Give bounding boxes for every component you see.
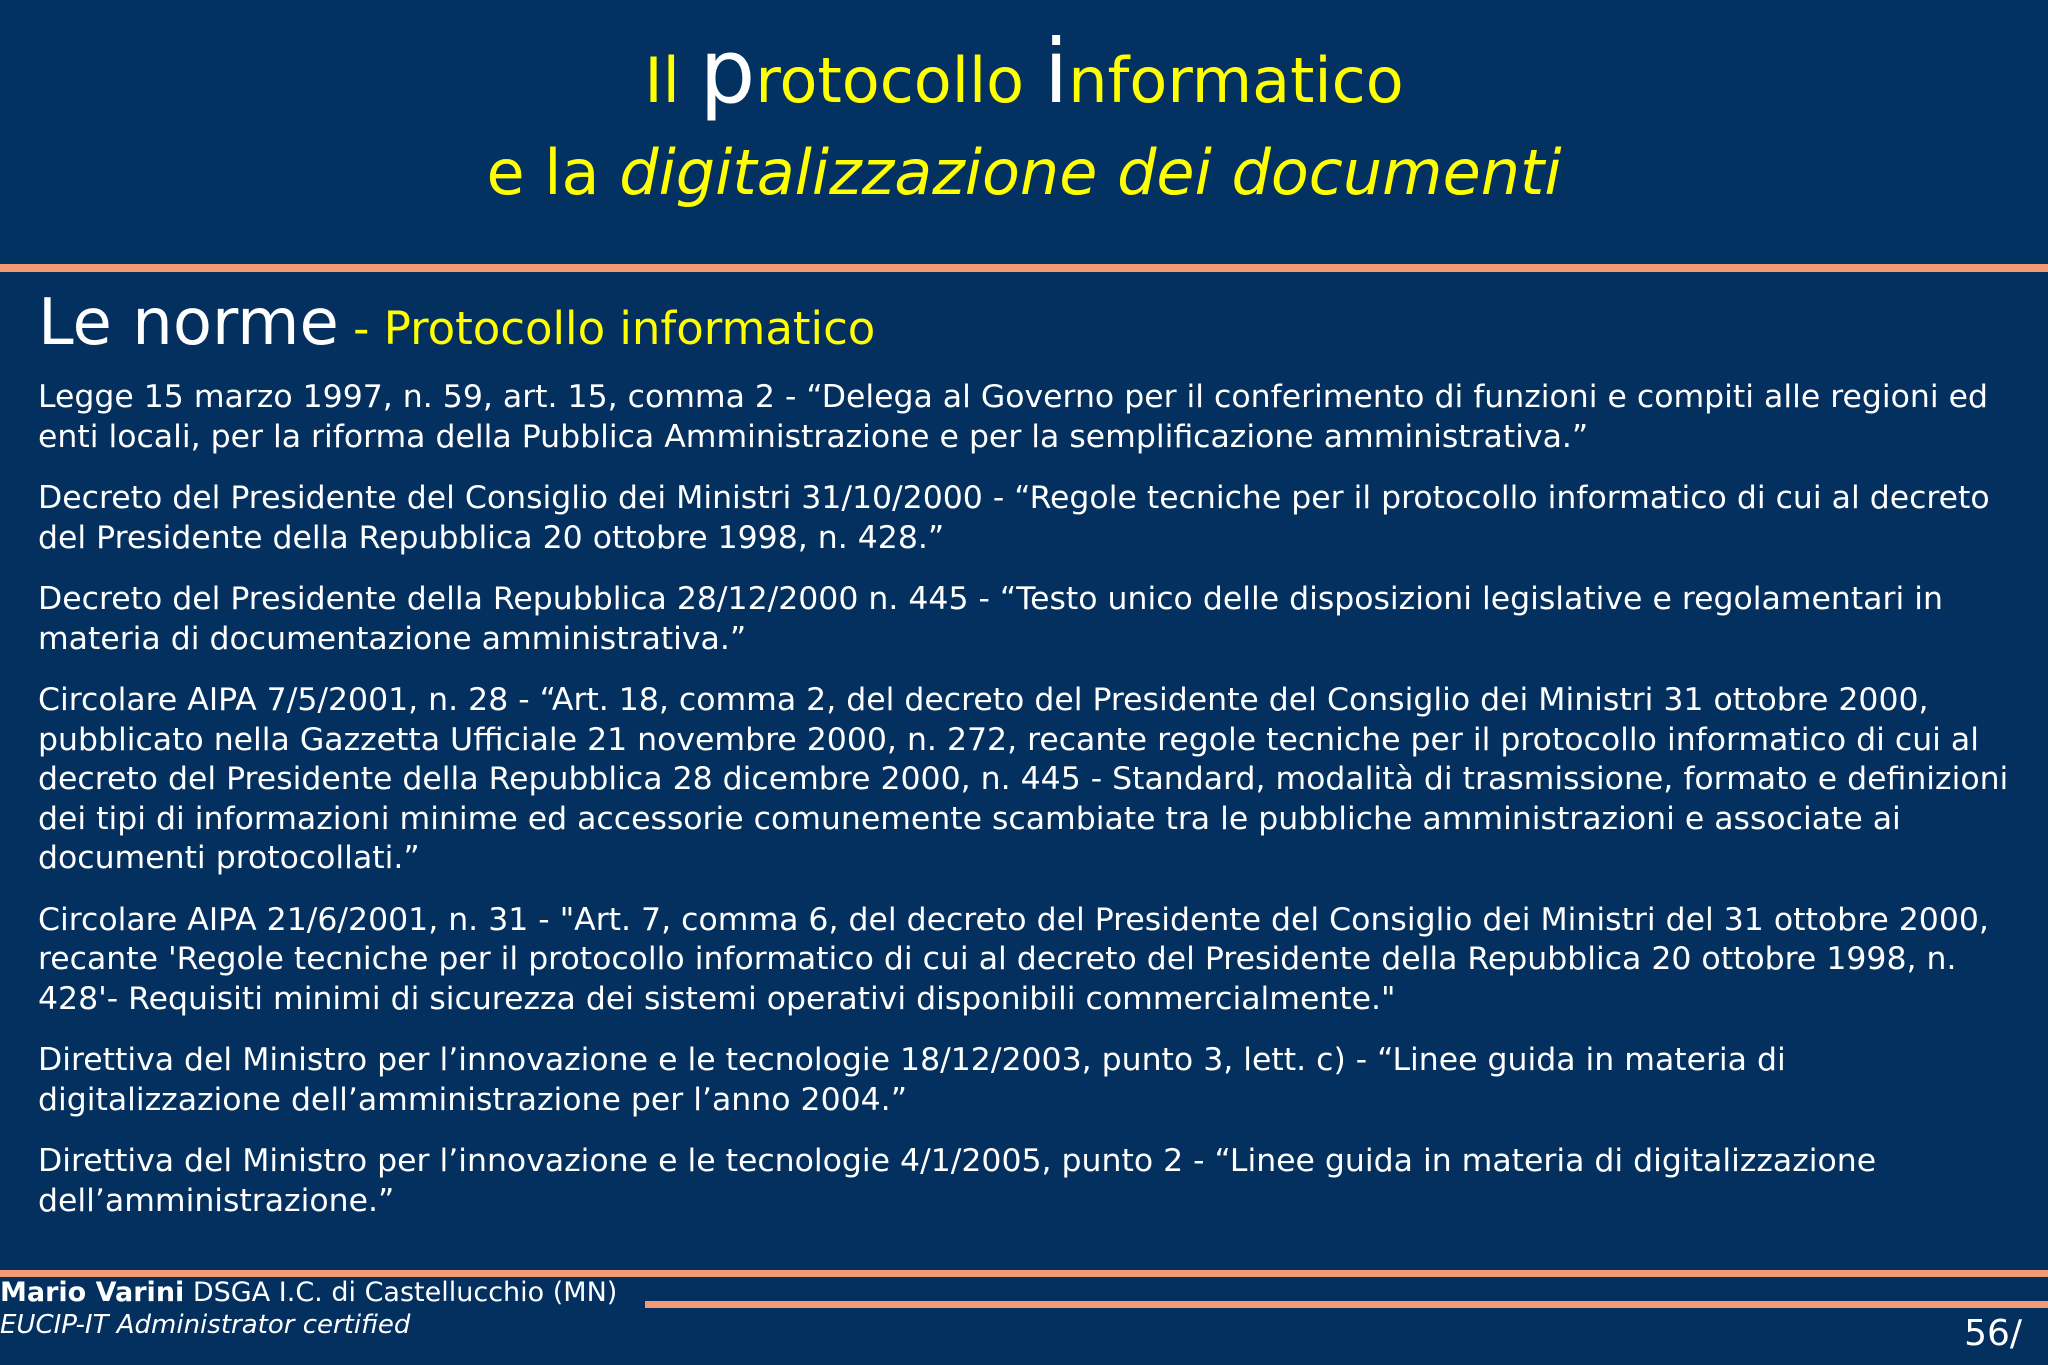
title-text-e-la: e la	[486, 136, 620, 209]
slide-title-line1	[0, 20, 2048, 123]
title-divider	[0, 264, 2048, 272]
norm-item: Direttiva del Ministro per l’innovazione e le tecnologie 4/1/2005, punto 2 - “Linee guida in materia di digitalizzazione dell’amministrazione.”	[38, 1143, 1877, 1219]
section-heading	[38, 286, 875, 360]
title-text-il: Il	[644, 44, 700, 117]
title-text-rotocollo: rotocollo	[755, 44, 1044, 117]
title-text-digitalizzazione: digitalizzazione dei documenti	[619, 136, 1562, 209]
norms-list	[38, 378, 2013, 1243]
norm-item: Circolare AIPA 7/5/2001, n. 28 - “Art. 18, comma 2, del decreto del Presidente del Consiglio dei Ministri 31 ottobre 2000, pubblicato nella Gazzetta Ufficiale 21 novembre 2000, n. 272, recante regole tecniche per il protocollo informatico di cui al decreto del Presidente della Repubblica 28 dicembre 2000, n. 445 - Standard, modalità di trasmissione, formato e definizioni dei tipi di informazioni minime ed accessorie comunemente scambiate tra le pubbliche amministrazioni e associate ai documenti protocollati.”	[38, 682, 2009, 876]
footer-author-role: DSGA I.C. di Castellucchio (MN)	[184, 1277, 618, 1308]
footer-divider-secondary	[645, 1301, 2048, 1308]
section-heading-sub: - Protocollo informatico	[338, 302, 876, 355]
footer-author-name: Mario Varini	[0, 1277, 185, 1308]
norm-item: Decreto del Presidente della Repubblica 28/12/2000 n. 445 - “Testo unico delle disposizioni legislative e regolamentari in materia di documentazione amministrativa.”	[38, 581, 1943, 657]
title-initial-p: p	[699, 20, 756, 123]
footer-author	[0, 1277, 617, 1308]
norm-item: Decreto del Presidente del Consiglio dei Ministri 31/10/2000 - “Regole tecniche per il protocollo informatico di cui al decreto del Presidente della Repubblica 20 ottobre 1998, n. 428.”	[38, 480, 1990, 556]
title-text-nformatico: nformatico	[1068, 44, 1404, 117]
section-heading-main: Le norme	[38, 286, 339, 360]
norm-item: Direttiva del Ministro per l’innovazione e le tecnologie 18/12/2003, punto 3, lett. c) - “Linee guida in materia di digitalizzazione dell’amministrazione per l’anno 2004.”	[38, 1042, 1786, 1118]
slide-title-line2	[0, 136, 2048, 209]
footer-certification: EUCIP-IT Administrator certified	[0, 1310, 411, 1340]
slide-title-area	[0, 0, 2048, 262]
norm-item: Circolare AIPA 21/6/2001, n. 31 - "Art. 7, comma 6, del decreto del Presidente del Consiglio dei Ministri del 31 ottobre 2000, recante 'Regole tecniche per il protocollo informatico di cui al decreto del Presidente della Repubblica 20 ottobre 1998, n. 428'- Requisiti minimi di sicurezza dei sistemi operativi disponibili commercialmente."	[38, 901, 1989, 1017]
title-initial-i: i	[1043, 20, 1069, 123]
page-number: 56/	[1964, 1313, 2022, 1354]
footer-divider	[0, 1270, 2048, 1277]
norm-item: Legge 15 marzo 1997, n. 59, art. 15, comma 2 - “Delega al Governo per il conferimento di funzioni e compiti alle regioni ed enti locali, per la riforma della Pubblica Amministrazione e per la semplificazione amministrativa.”	[38, 379, 1989, 455]
